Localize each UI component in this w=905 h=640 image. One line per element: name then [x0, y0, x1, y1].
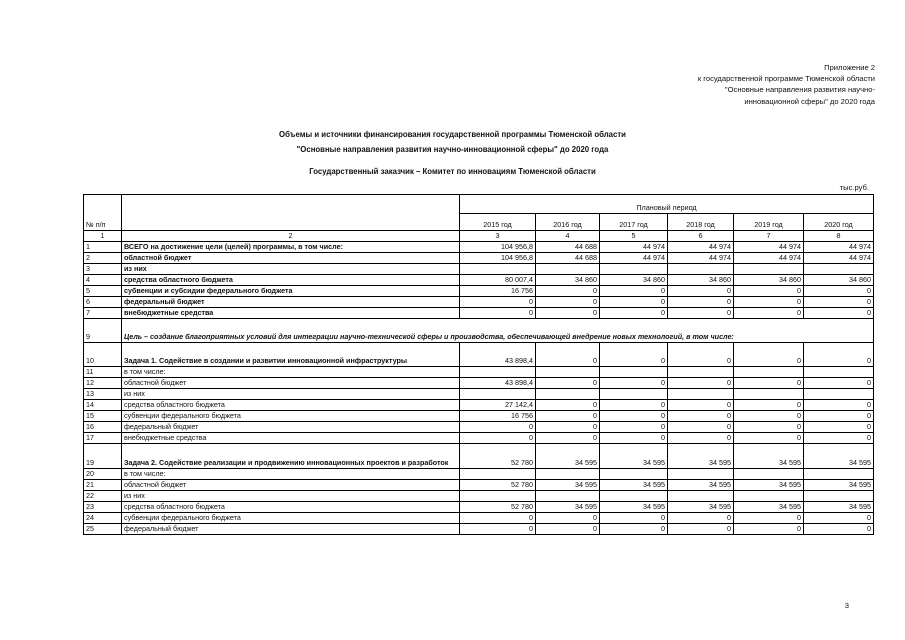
row-value: 0 [734, 308, 804, 319]
row-value: 0 [460, 308, 536, 319]
row-value [734, 389, 804, 400]
appendix-line-4: инновационной сферы" до 2020 года [744, 96, 875, 106]
table-row [84, 444, 874, 469]
row-value [460, 264, 536, 275]
row-value: 0 [804, 433, 874, 444]
row-label: Цель – создание благоприятных условий для интеграции научно-технической сферы и производства, обеспечивающей внедрение новых технологий, в том числе: [122, 319, 874, 343]
units-label: тыс.руб. [839, 183, 869, 192]
row-value [804, 469, 874, 480]
row-value [668, 389, 734, 400]
row-number: 9 [84, 319, 122, 343]
row-number: 23 [84, 502, 122, 513]
row-value: 44 688 [536, 242, 600, 253]
header-year: 2019 год [734, 214, 804, 231]
row-label: областной бюджет [122, 253, 460, 264]
row-value: 0 [600, 513, 668, 524]
row-value: 34 595 [536, 480, 600, 491]
row-value: 0 [668, 308, 734, 319]
row-value: 0 [536, 308, 600, 319]
row-label: внебюджетные средства [122, 308, 460, 319]
header-year: 2015 год [460, 214, 536, 231]
row-value: 0 [804, 308, 874, 319]
header-year: 2020 год [804, 214, 874, 231]
row-value: 0 [600, 433, 668, 444]
column-number-row [84, 231, 874, 242]
row-value: 0 [536, 422, 600, 433]
row-value: 0 [734, 524, 804, 535]
row-value: 34 595 [536, 502, 600, 513]
row-value: 0 [536, 433, 600, 444]
column-number: 3 [460, 231, 536, 242]
row-label: в том числе: [122, 367, 460, 378]
row-label: федеральный бюджет [122, 524, 460, 535]
table-row [84, 411, 874, 422]
row-value: 44 974 [734, 253, 804, 264]
row-value: 27 142,4 [460, 400, 536, 411]
row-value [734, 367, 804, 378]
table-row [84, 422, 874, 433]
table-row [84, 367, 874, 378]
row-value: 34 595 [600, 444, 668, 469]
row-value: 52 780 [460, 480, 536, 491]
table-row [84, 513, 874, 524]
column-number: 2 [122, 231, 460, 242]
column-number: 4 [536, 231, 600, 242]
table-row [84, 502, 874, 513]
row-value: 0 [460, 422, 536, 433]
row-value: 0 [734, 378, 804, 389]
row-value: 16 756 [460, 411, 536, 422]
row-value: 0 [668, 378, 734, 389]
row-value: 0 [668, 513, 734, 524]
row-value: 43 898,4 [460, 343, 536, 367]
row-number: 1 [84, 242, 122, 253]
row-value [734, 469, 804, 480]
row-value: 44 974 [804, 253, 874, 264]
row-label: внебюджетные средства [122, 433, 460, 444]
row-value [668, 264, 734, 275]
row-number: 12 [84, 378, 122, 389]
row-number: 3 [84, 264, 122, 275]
table-row [84, 524, 874, 535]
row-label: федеральный бюджет [122, 297, 460, 308]
row-value: 0 [804, 343, 874, 367]
row-value: 34 860 [804, 275, 874, 286]
row-value: 0 [460, 297, 536, 308]
row-value [536, 491, 600, 502]
row-value [804, 367, 874, 378]
row-number: 15 [84, 411, 122, 422]
row-value [668, 367, 734, 378]
row-value [600, 264, 668, 275]
funding-table [83, 194, 874, 535]
row-value: 0 [536, 524, 600, 535]
row-value: 34 595 [804, 444, 874, 469]
row-number: 17 [84, 433, 122, 444]
row-value [600, 469, 668, 480]
row-number: 2 [84, 253, 122, 264]
row-label: федеральный бюджет [122, 422, 460, 433]
title-line-1: Объемы и источники финансирования государственной программы Тюменской области [279, 130, 626, 139]
row-value: 0 [734, 297, 804, 308]
row-value: 0 [600, 297, 668, 308]
row-label: ВСЕГО на достижение цели (целей) программы, в том числе: [122, 242, 460, 253]
row-label: областной бюджет [122, 480, 460, 491]
table-row [84, 378, 874, 389]
row-label: Задача 2. Содействие реализации и продвижению инновационных проектов и разработок [122, 444, 460, 469]
table-row [84, 286, 874, 297]
row-value: 34 860 [734, 275, 804, 286]
table-row [84, 308, 874, 319]
page-number: 3 [844, 601, 849, 610]
row-value [460, 367, 536, 378]
row-value: 0 [804, 297, 874, 308]
row-value: 44 974 [668, 242, 734, 253]
row-value: 0 [734, 422, 804, 433]
row-value [804, 389, 874, 400]
row-value: 0 [668, 343, 734, 367]
appendix-line-2: к государственной программе Тюменской области [697, 74, 875, 84]
header-row-period [84, 195, 874, 214]
row-value: 52 780 [460, 444, 536, 469]
row-value: 0 [600, 343, 668, 367]
table-row [84, 433, 874, 444]
column-number: 1 [84, 231, 122, 242]
row-label: из них [122, 491, 460, 502]
row-label: средства областного бюджета [122, 502, 460, 513]
row-value: 34 595 [668, 480, 734, 491]
row-value [460, 491, 536, 502]
row-number: 22 [84, 491, 122, 502]
row-label: областной бюджет [122, 378, 460, 389]
row-value: 0 [804, 378, 874, 389]
row-value: 44 974 [668, 253, 734, 264]
row-value: 0 [536, 513, 600, 524]
row-number: 20 [84, 469, 122, 480]
row-number: 5 [84, 286, 122, 297]
row-value: 34 860 [668, 275, 734, 286]
table-row [84, 275, 874, 286]
column-number: 8 [804, 231, 874, 242]
row-value: 0 [734, 513, 804, 524]
row-value: 34 595 [536, 444, 600, 469]
row-value: 44 688 [536, 253, 600, 264]
appendix-header [698, 62, 875, 107]
appendix-line-3: "Основные направления развития научно- [724, 85, 875, 95]
row-value: 0 [536, 343, 600, 367]
row-value: 52 780 [460, 502, 536, 513]
row-label: Задача 1. Содействие в создании и развитии инновационной инфраструктуры [122, 343, 460, 367]
table-row [84, 480, 874, 491]
row-value: 34 595 [734, 480, 804, 491]
row-value: 0 [668, 297, 734, 308]
row-value: 104 956,8 [460, 253, 536, 264]
row-value: 0 [804, 524, 874, 535]
row-value: 0 [600, 524, 668, 535]
row-value: 0 [734, 286, 804, 297]
row-value [734, 264, 804, 275]
row-value: 0 [460, 513, 536, 524]
row-value: 0 [804, 411, 874, 422]
row-value: 0 [600, 286, 668, 297]
row-label: субвенции и субсидии федерального бюджета [122, 286, 460, 297]
row-number: 13 [84, 389, 122, 400]
row-number: 10 [84, 343, 122, 367]
row-value [600, 491, 668, 502]
header-year: 2018 год [668, 214, 734, 231]
row-value: 0 [600, 378, 668, 389]
row-value: 34 595 [668, 444, 734, 469]
row-value: 0 [804, 286, 874, 297]
row-value: 44 974 [600, 253, 668, 264]
row-value: 0 [460, 524, 536, 535]
row-value: 34 595 [734, 502, 804, 513]
row-value: 0 [600, 411, 668, 422]
row-value: 0 [600, 422, 668, 433]
row-value: 44 974 [804, 242, 874, 253]
row-value: 34 860 [536, 275, 600, 286]
table-row [84, 319, 874, 343]
row-value [600, 367, 668, 378]
row-value: 0 [668, 286, 734, 297]
row-label: из них [122, 389, 460, 400]
row-label: средства областного бюджета [122, 275, 460, 286]
header-year: 2017 год [600, 214, 668, 231]
table-row [84, 389, 874, 400]
row-number: 14 [84, 400, 122, 411]
row-value [600, 389, 668, 400]
row-number: 6 [84, 297, 122, 308]
table-row [84, 469, 874, 480]
table-row [84, 242, 874, 253]
table-row [84, 264, 874, 275]
row-number: 7 [84, 308, 122, 319]
row-value: 0 [804, 513, 874, 524]
row-value: 0 [668, 433, 734, 444]
header-planning-period: Плановый период [460, 195, 874, 214]
row-number: 11 [84, 367, 122, 378]
table-body [84, 242, 874, 535]
row-value: 0 [536, 297, 600, 308]
document-title [0, 127, 905, 157]
row-value: 34 595 [668, 502, 734, 513]
row-value: 0 [804, 400, 874, 411]
row-number: 4 [84, 275, 122, 286]
row-value: 0 [460, 433, 536, 444]
header-no: № п/п [84, 195, 122, 231]
row-value: 0 [600, 400, 668, 411]
row-value: 34 595 [804, 480, 874, 491]
row-value: 80 007,4 [460, 275, 536, 286]
row-value: 0 [536, 286, 600, 297]
row-value: 0 [600, 308, 668, 319]
row-value [460, 389, 536, 400]
column-number: 6 [668, 231, 734, 242]
title-line-2: "Основные направления развития научно-инновационной сферы" до 2020 года [296, 145, 609, 154]
row-number: 24 [84, 513, 122, 524]
row-value [668, 491, 734, 502]
row-value: 0 [734, 343, 804, 367]
row-number: 19 [84, 444, 122, 469]
row-value: 0 [536, 400, 600, 411]
table-row [84, 253, 874, 264]
row-value [734, 491, 804, 502]
row-value [536, 264, 600, 275]
row-value: 0 [668, 422, 734, 433]
row-value: 0 [668, 524, 734, 535]
row-value: 0 [804, 422, 874, 433]
row-label: из них [122, 264, 460, 275]
row-value [668, 469, 734, 480]
appendix-line-1: Приложение 2 [824, 63, 875, 72]
row-number: 16 [84, 422, 122, 433]
column-number: 7 [734, 231, 804, 242]
row-value: 104 956,8 [460, 242, 536, 253]
row-value [804, 264, 874, 275]
table-row [84, 491, 874, 502]
table-row [84, 343, 874, 367]
row-value: 34 595 [600, 502, 668, 513]
row-value: 44 974 [600, 242, 668, 253]
row-label: в том числе: [122, 469, 460, 480]
row-value: 0 [734, 411, 804, 422]
table-row [84, 297, 874, 308]
row-value: 43 898,4 [460, 378, 536, 389]
row-value: 34 860 [600, 275, 668, 286]
row-value: 0 [734, 433, 804, 444]
row-value: 34 595 [734, 444, 804, 469]
row-value [536, 367, 600, 378]
state-customer: Государственный заказчик – Комитет по инновациям Тюменской области [309, 167, 596, 176]
header-year: 2016 год [536, 214, 600, 231]
row-value [536, 469, 600, 480]
row-value: 0 [734, 400, 804, 411]
row-number: 21 [84, 480, 122, 491]
header-name [122, 195, 460, 231]
row-value: 0 [668, 411, 734, 422]
row-value: 44 974 [734, 242, 804, 253]
row-value: 0 [536, 411, 600, 422]
row-value: 0 [668, 400, 734, 411]
row-value [460, 469, 536, 480]
row-value [804, 491, 874, 502]
column-number: 5 [600, 231, 668, 242]
row-value: 34 595 [600, 480, 668, 491]
row-value: 16 756 [460, 286, 536, 297]
row-label: субвенции федерального бюджета [122, 513, 460, 524]
row-label: средства областного бюджета [122, 400, 460, 411]
table-row [84, 400, 874, 411]
row-value: 0 [536, 378, 600, 389]
row-value: 34 595 [804, 502, 874, 513]
row-number: 25 [84, 524, 122, 535]
row-value [536, 389, 600, 400]
row-label: субвенции федерального бюджета [122, 411, 460, 422]
